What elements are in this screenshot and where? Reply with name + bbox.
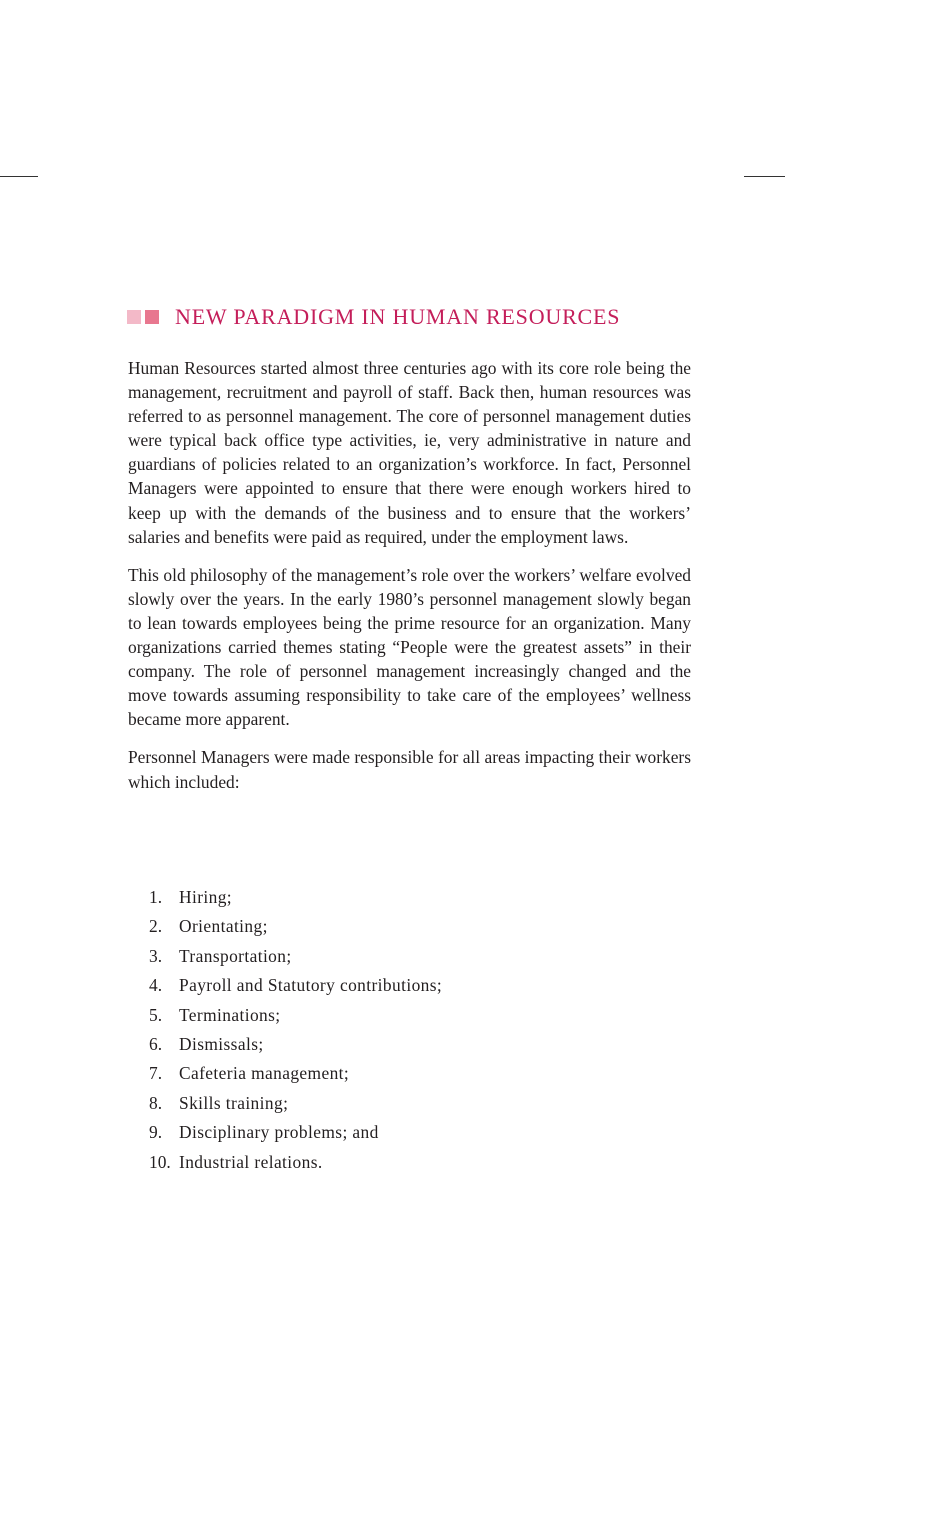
section-heading: [127, 302, 707, 332]
list-number: 7.: [149, 1063, 163, 1084]
section-title: NEW PARADIGM IN HUMAN RESOURCES: [175, 304, 621, 329]
list-item: [128, 1148, 691, 1177]
list-number: 4.: [149, 975, 163, 996]
light-square-icon: [127, 310, 141, 324]
list-item-text: Payroll and Statutory contributions;: [179, 975, 443, 996]
list-item: [128, 912, 691, 941]
crop-mark-left: [0, 176, 38, 177]
list-item-text: Transportation;: [179, 945, 292, 966]
list-item: [128, 971, 691, 1000]
list-item-text: Dismissals;: [179, 1034, 264, 1055]
paragraph: This old philosophy of the management’s role over the workers’ welfare evolved slowly over the years. In the early 1980’s personnel management slowly began to lean towards employees being the prime resource for an organization. Many organizations carried themes stating “People were the greatest assets” in their company. The role of personnel management increasingly changed and the move towards assuming responsibility to take care of the employees’ wellness became more apparent.: [128, 564, 691, 730]
list-item-text: Terminations;: [179, 1004, 281, 1025]
list-item-text: Orientating;: [179, 916, 268, 937]
list-item: [128, 1059, 691, 1088]
list-item-text: Hiring;: [179, 887, 233, 907]
list-item: [128, 1001, 691, 1030]
paragraph: Human Resources started almost three centuries ago with its core role being the management, recruitment and payroll of staff. Back then, human resources was referred to as personnel management. The core of personnel management duties were typical back office type activities, ie, very administrative in nature and guardians of policies related to an organization’s workforce. In fact, Personnel Managers were appointed to ensure that there were enough workers hired to keep up with the demands of the business and to ensure that the workers’ salaries and benefits were paid as required, under the employment laws.: [128, 358, 691, 547]
list-item: [128, 1089, 691, 1118]
list-number: 10.: [149, 1151, 171, 1172]
list-item: [128, 883, 691, 912]
body-text: [128, 356, 691, 808]
list-number: 8.: [149, 1092, 163, 1113]
list-number: 6.: [149, 1034, 163, 1055]
list-number: 1.: [149, 887, 163, 907]
list-item: [128, 1030, 691, 1059]
list-item-text: Cafeteria management;: [179, 1063, 350, 1084]
list-number: 9.: [149, 1122, 163, 1143]
paragraph: Personnel Managers were made responsible for all areas impacting their workers which included:: [128, 747, 691, 792]
responsibilities-list: [128, 883, 691, 1177]
dark-square-icon: [145, 310, 159, 324]
list-number: 2.: [149, 916, 163, 937]
list-item-text: Disciplinary problems; and: [179, 1122, 379, 1143]
list-item: [128, 942, 691, 971]
crop-mark-right: [744, 176, 785, 177]
list-number: 5.: [149, 1004, 163, 1025]
list-number: 3.: [149, 945, 163, 966]
list-item-text: Industrial relations.: [179, 1151, 323, 1172]
list-item: [128, 1118, 691, 1147]
list-item-text: Skills training;: [179, 1092, 289, 1113]
